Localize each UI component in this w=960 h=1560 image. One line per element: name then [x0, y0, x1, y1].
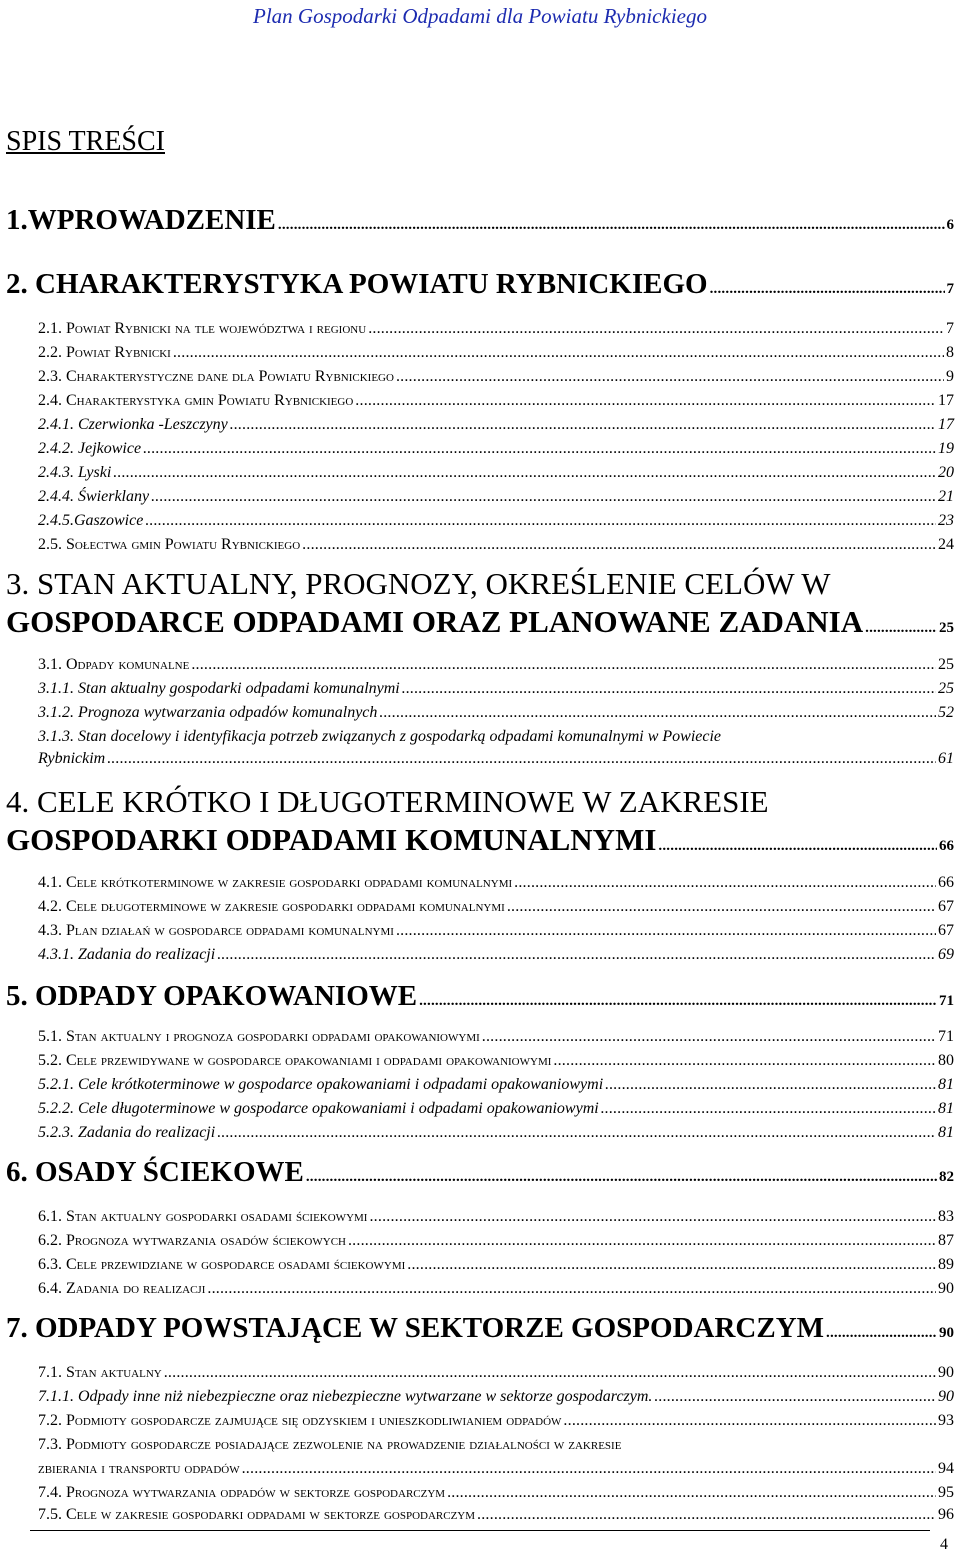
toc-entry-2-4[interactable]: 2.4. Charakterystyka gmin Powiatu Rybnickiego ..... 17: [38, 392, 954, 410]
toc-entry-7[interactable]: 7. ODPADY POWSTAJĄCE W SEKTORZE GOSPODARCZYM ..... 90: [6, 1312, 954, 1345]
toc-entry-6-4[interactable]: 6.4. Zadania do realizacji ..... 90: [38, 1280, 954, 1298]
toc-entry-2-4-2[interactable]: 2.4.2. Jejkowice ..... 19: [38, 440, 954, 458]
toc-entry-3[interactable]: GOSPODARCE ODPADAMI ORAZ PLANOWANE ZADANIA ..... 25: [6, 604, 954, 640]
toc-entry-5-2[interactable]: 5.2. Cele przewidywane w gospodarce opakowaniami i odpadami opakowaniowymi ..... 80: [38, 1052, 954, 1070]
toc-entry-4[interactable]: GOSPODARKI ODPADAMI KOMUNALNYMI ..... 66: [6, 822, 954, 858]
toc-entry-6-2[interactable]: 6.2. Prognoza wytwarzania osadów ściekowych ..... 87: [38, 1232, 954, 1250]
toc-entry-4-3-1[interactable]: 4.3.1. Zadania do realizacji ..... 69: [38, 946, 954, 964]
toc-entry-6-3[interactable]: 6.3. Cele przewidziane w gospodarce osadami ściekowymi ..... 89: [38, 1256, 954, 1274]
toc-entry-7-1[interactable]: 7.1. Stan aktualny ..... 90: [38, 1364, 954, 1382]
toc-entry-4-3[interactable]: 4.3. Plan działań w gospodarce odpadami komunalnymi ..... 67: [38, 922, 954, 940]
toc-entry-7-2[interactable]: 7.2. Podmioty gospodarcze zajmujące się odzyskiem i unieszkodliwianiem odpadów ..... 93: [38, 1412, 954, 1430]
toc-entry-3-line1[interactable]: 3. STAN AKTUALNY, PROGNOZY, OKREŚLENIE CELÓW W: [6, 566, 831, 601]
toc-title: SPIS TREŚCI: [6, 126, 165, 157]
toc-entry-7-3[interactable]: zbierania i transportu odpadów ..... 94: [38, 1460, 954, 1478]
toc-entry-2-5[interactable]: 2.5. Sołectwa gmin Powiatu Rybnickiego ..... 24: [38, 536, 954, 554]
toc-entry-2-4-3[interactable]: 2.4.3. Lyski ..... 20: [38, 464, 954, 482]
toc-entry-5-1[interactable]: 5.1. Stan aktualny i prognoza gospodarki odpadami opakowaniowymi ..... 71: [38, 1028, 954, 1046]
toc-entry-6[interactable]: 6. OSADY ŚCIEKOWE ..... 82: [6, 1156, 954, 1189]
page-number: 4: [940, 1536, 948, 1553]
toc-entry-5-2-3[interactable]: 5.2.3. Zadania do realizacji ..... 81: [38, 1124, 954, 1142]
toc-entry-2-4-5[interactable]: 2.4.5.Gaszowice ..... 23: [38, 512, 954, 530]
toc-entry-6-1[interactable]: 6.1. Stan aktualny gospodarki osadami ściekowymi ..... 83: [38, 1208, 954, 1226]
toc-entry-7-3-line1[interactable]: 7.3. Podmioty gospodarcze posiadające zezwolenie na prowadzenie działalności w zakresie: [38, 1436, 622, 1453]
toc-entry-2-1[interactable]: 2.1. Powiat Rybnicki na tle województwa i regionu ..... 7: [38, 320, 954, 338]
footer-rule: [30, 1530, 930, 1531]
toc-entry-5[interactable]: 5. ODPADY OPAKOWANIOWE ..... 71: [6, 980, 954, 1013]
toc-entry-4-line1[interactable]: 4. CELE KRÓTKO I DŁUGOTERMINOWE W ZAKRESIE: [6, 784, 769, 819]
running-header: Plan Gospodarki Odpadami dla Powiatu Rybnickiego: [253, 4, 707, 28]
toc-entry-3-1-3[interactable]: Rybnickim ..... 61: [38, 750, 954, 768]
toc-entry-5-2-1[interactable]: 5.2.1. Cele krótkoterminowe w gospodarce opakowaniami i odpadami opakowaniowymi ..... 81: [38, 1076, 954, 1094]
toc-entry-5-2-2[interactable]: 5.2.2. Cele długoterminowe w gospodarce opakowaniami i odpadami opakowaniowymi ..... 81: [38, 1100, 954, 1118]
toc-entry-2-4-4[interactable]: 2.4.4. Świerklany ..... 21: [38, 488, 954, 506]
toc-entry-2[interactable]: 2. CHARAKTERYSTYKA POWIATU RYBNICKIEGO ..... 7: [6, 268, 954, 301]
toc-entry-3-1-3-line1[interactable]: 3.1.3. Stan docelowy i identyfikacja potrzeb związanych z gospodarką odpadami komunalnymi w Powiecie: [38, 728, 722, 745]
toc-entry-4-2[interactable]: 4.2. Cele długoterminowe w zakresie gospodarki odpadami komunalnymi ..... 67: [38, 898, 954, 916]
toc-entry-4-1[interactable]: 4.1. Cele krótkoterminowe w zakresie gospodarki odpadami komunalnymi ..... 66: [38, 874, 954, 892]
toc-entry-7-5[interactable]: 7.5. Cele w zakresie gospodarki odpadami w sektorze gospodarczym ..... 96: [38, 1506, 954, 1524]
toc-entry-3-1-1[interactable]: 3.1.1. Stan aktualny gospodarki odpadami komunalnymi ..... 25: [38, 680, 954, 698]
toc-entry-2-4-1[interactable]: 2.4.1. Czerwionka -Leszczyny ..... 17: [38, 416, 954, 434]
toc-entry-3-1[interactable]: 3.1. Odpady komunalne ..... 25: [38, 656, 954, 674]
toc-entry-7-1-1[interactable]: 7.1.1. Odpady inne niż niebezpieczne oraz niebezpieczne wytwarzane w sektorze gospodarczym. ..... 90: [38, 1388, 954, 1406]
toc-entry-2-2[interactable]: 2.2. Powiat Rybnicki ..... 8: [38, 344, 954, 362]
toc-entry-1[interactable]: 1.WPROWADZENIE ..... 6: [6, 204, 954, 237]
toc-entry-3-1-2[interactable]: 3.1.2. Prognoza wytwarzania odpadów komunalnych ..... 52: [38, 704, 954, 722]
toc-entry-7-4[interactable]: 7.4. Prognoza wytwarzania odpadów w sektorze gospodarczym ..... 95: [38, 1484, 954, 1502]
toc-entry-2-3[interactable]: 2.3. Charakterystyczne dane dla Powiatu Rybnickiego ..... 9: [38, 368, 954, 386]
